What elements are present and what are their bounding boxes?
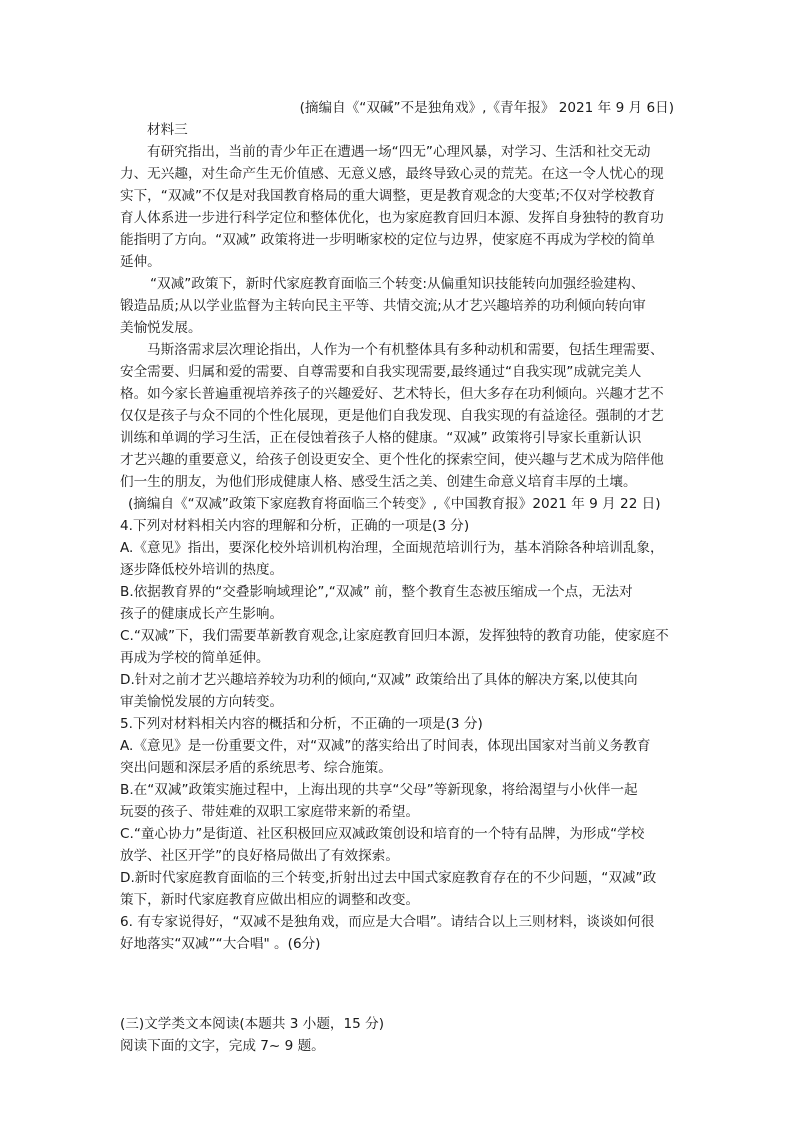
question-4-option-c-cont: 再成为学校的简单延伸。 — [120, 650, 270, 666]
material3-p3-line: 仅仅是孩子与众不同的个性化展现，更是他们自我发现、自我实现的有益途径。强制的才艺 — [120, 408, 664, 424]
question-4-stem: 4.下列对材料相关内容的理解和分析，正确的一项是(3 分) — [120, 518, 470, 534]
material3-p2-line: 锻造品质;从以学业监督为主转向民主平等、共情交流;从才艺兴趣培养的功利倾向转向审 — [120, 298, 646, 314]
question-5-option-c-cont: 放学、社区开学”的良好格局做出了有效探索。 — [120, 848, 399, 864]
question-4-option-a-cont: 逐步降低校外培训的热度。 — [120, 562, 284, 578]
material3-p3-line: 才艺兴趣的重要意义，给孩子创设更安全、更个性化的探索空间，使兴趣与艺术成为陪伴他 — [120, 452, 664, 468]
section-3-instruction: 阅读下面的文字，完成 7~ 9 题。 — [120, 1038, 325, 1054]
question-6-stem-cont: 好地落实“双减”“大合唱" 。(6分) — [120, 936, 321, 952]
question-5-option-d: D.新时代家庭教育面临的三个转变,折射出过去中国式家庭教育存在的不少问题，“双减”政 — [120, 870, 657, 886]
material3-p1-line: 实下，“双减”不仅是对我国教育格局的重大调整，更是教育观念的大变革;不仅对学校教育 — [120, 188, 656, 204]
material3-p2-line: 美愉悦发展。 — [120, 320, 202, 336]
question-4-option-a: A.《意见》指出，要深化校外培训机构治理，全面规范培训行为，基本消除各种培训乱象， — [120, 540, 664, 556]
question-5-option-d-cont: 策下，新时代家庭教育应做出相应的调整和改变。 — [120, 892, 420, 908]
question-4-option-d-cont: 审美愉悦发展的方向转变。 — [120, 694, 284, 710]
question-5-option-c: C.“童心协力”是街道、社区积极回应双减政策创设和培育的一个特有品牌，为形成“学校 — [120, 826, 645, 842]
material3-p1-line: 延伸。 — [120, 254, 161, 270]
material3-p3-line: 训练和单调的学习生活，正在侵蚀着孩子人格的健康。“双减” 政策将引导家长重新认识 — [120, 430, 642, 446]
material3-p3-line: 马斯洛需求层次理论指出，人作为一个有机整体具有多种动机和需要，包括生理需要、 — [147, 342, 664, 358]
question-4-option-c: C.“双减”下，我们需要革新教育观念,让家庭教育回归本源，发挥独特的教育功能，使家庭不 — [120, 628, 669, 644]
question-5-option-a: A.《意见》是一份重要文件，对“双减”的落实给出了时间表，体现出国家对当前义务教育 — [120, 738, 651, 754]
material3-heading: 材料三 — [147, 122, 188, 138]
material3-p3-line: 们一生的朋友，为他们形成健康人格、感受生活之美、创建生命意义培育丰厚的土壤。 — [120, 474, 637, 490]
question-4-option-d: D.针对之前才艺兴趣培养较为功利的倾向,“双减” 政策给出了具体的解决方案,以使其向 — [120, 672, 638, 688]
question-5-option-b-cont: 玩耍的孩子、带娃难的双职工家庭带来新的希望。 — [120, 804, 420, 820]
question-5-option-a-cont: 突出问题和深层矛盾的系统思考、综合施策。 — [120, 760, 392, 776]
question-5-stem: 5.下列对材料相关内容的概括和分析，不正确的一项是(3 分) — [120, 716, 483, 732]
material3-p1-line: 力、无兴趣，对生命产生无价值感、无意义感，最终导致心灵的荒芜。在这一令人忧心的现 — [120, 166, 664, 182]
material3-p1-line: 有研究指出，当前的青少年正在遭遇一场“四无”心理风暴，对学习、生活和社交无动 — [147, 144, 651, 160]
material3-p2-line: “双减”政策下，新时代家庭教育面临三个转变:从偏重知识技能转向加强经验建构、 — [150, 276, 645, 292]
material3-p1-line: 育人体系进一步进行科学定位和整体优化，也为家庭教育回归本源、发挥自身独特的教育功 — [120, 210, 664, 226]
material3-p3-line: 格。如今家长普遍重视培养孩子的兴趣爱好、艺术特长，但大多存在功利倾向。兴趣才艺不 — [120, 386, 664, 402]
material3-p3-line: 安全需要、归属和爱的需要、自尊需要和自我实现需要,最终通过“自我实现”成就完美人 — [120, 364, 642, 380]
question-5-option-b: B.在“双减”政策实施过程中，上海出现的共享“父母”等新现象，将给渴望与小伙伴一起 — [120, 782, 638, 798]
question-6-stem: 6. 有专家说得好，“双减不是独角戏，而应是大合唱”。请结合以上三则材料，谈谈如何很 — [120, 914, 655, 930]
section-3-title: (三)文学类文本阅读(本题共 3 小题，15 分) — [120, 1016, 385, 1032]
source-citation-1: (摘编自《“双碱”不是独角戏》,《青年报》 2021 年 9 月 6日) — [299, 100, 674, 116]
question-4-option-b-cont: 孩子的健康成长产生影响。 — [120, 606, 284, 622]
source-citation-2: (摘编自《“双减”政策下家庭教育将面临三个转变》,《中国教育报》2021 年 9 月 22 日) — [128, 496, 661, 512]
question-4-option-b: B.依据教育界的“交叠影响域理论”,“双减” 前，整个教育生态被压缩成一个点，无法对 — [120, 584, 633, 600]
material3-p1-line: 能指明了方向。“双减” 政策将进一步明晰家校的定位与边界，使家庭不再成为学校的简单 — [120, 232, 655, 248]
